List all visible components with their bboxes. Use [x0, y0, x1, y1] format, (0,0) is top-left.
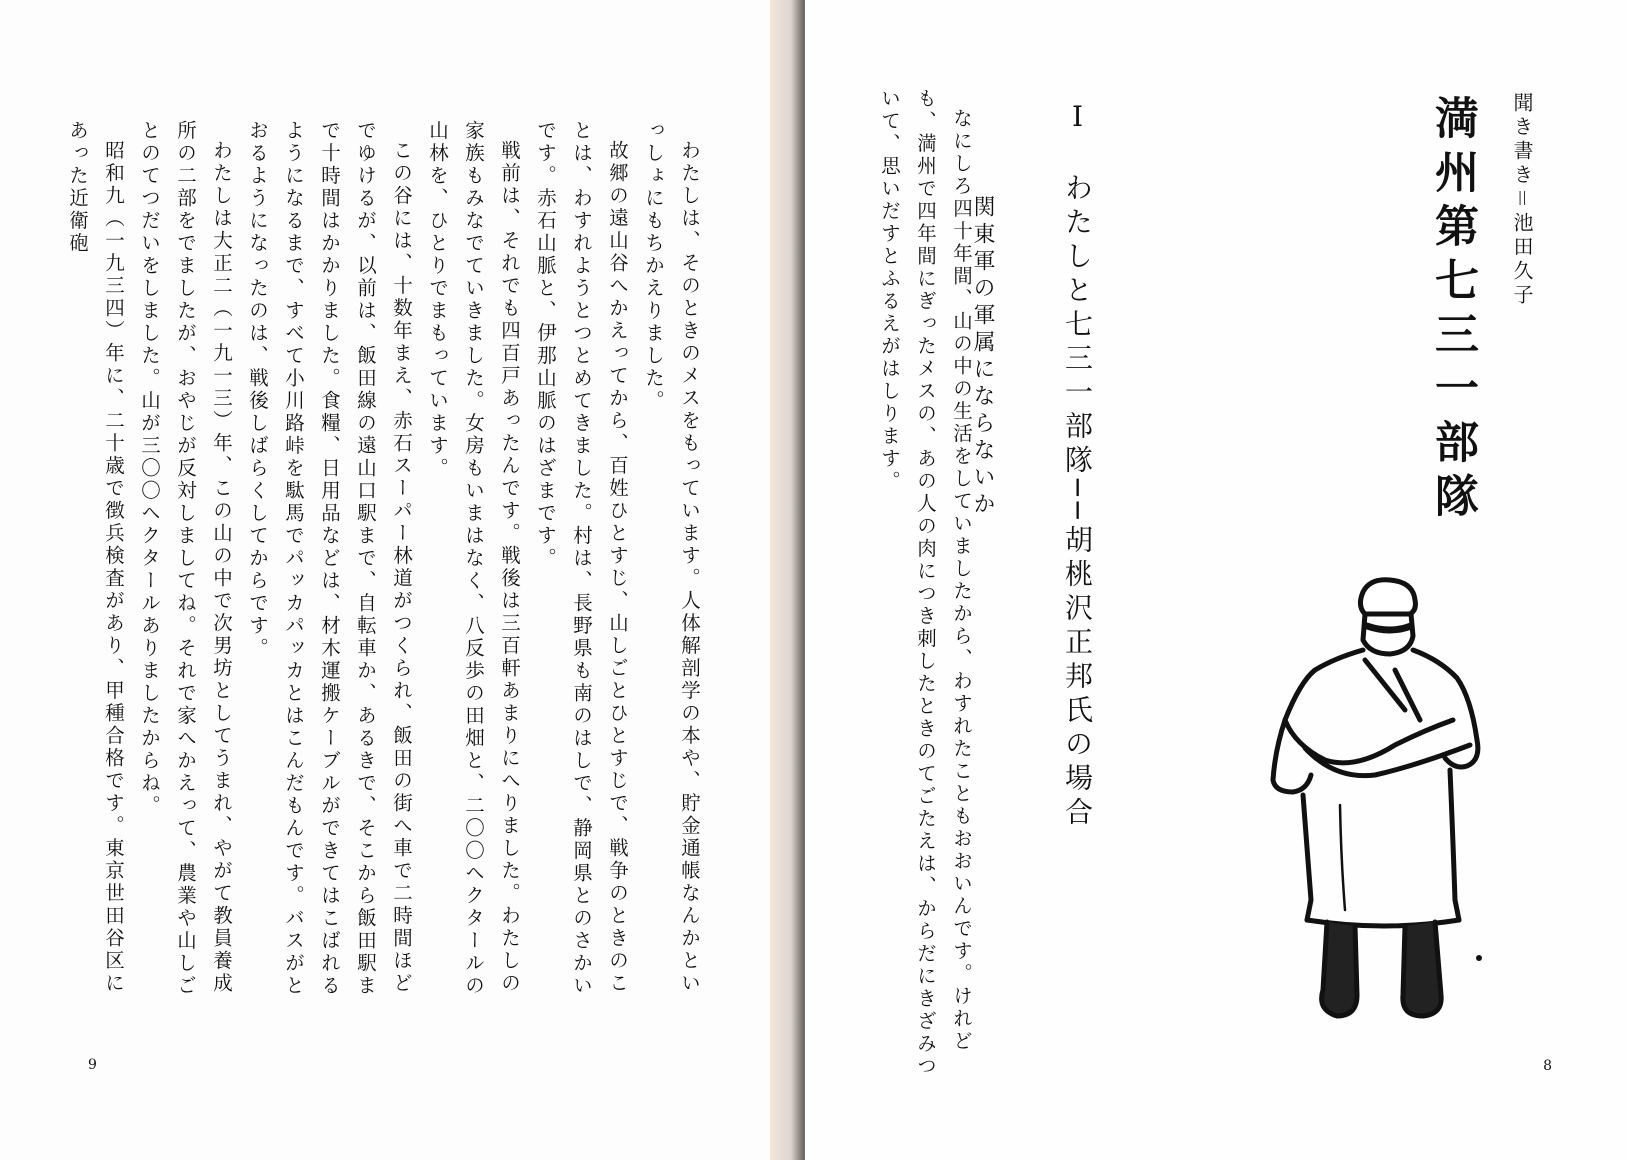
paragraph: 故郷の遠山谷へかえってから、百姓ひとすじ、山しごとひとすじで、戦争のときのことは、わすれようとつとめてきました。村は、長野県も南のはしで、静岡県とのさかいです。赤石山脈と、伊那山脈のはざまです。 — [534, 120, 629, 998]
paragraph: なにしろ四十年間、山の中の生活をしていましたから、わすれたこともおおいんです。けれども、満州で四年間にぎったメスの、あの人の肉につき刺したときのてごたえは、からだにきざみついて、思いだすとふるえがはしります。 — [878, 88, 973, 1078]
surgeon-illustration — [1245, 570, 1495, 1030]
paragraph: わたしは、そのときのメスをもっています。人体解剖学の本や、貯金通帳なんかといっしょにもちかえりました。 — [642, 120, 701, 995]
page-title: 満州第七三一部隊 — [1427, 95, 1478, 527]
page-number: 8 — [1543, 1058, 1552, 1074]
page-number: 9 — [88, 1057, 97, 1073]
paragraph: 戦前は、それでも四百戸あったんです。戦後は三百軒あまりにへりました。わたしの家族もみなでていきました。女房もいまはなく、八反歩の田畑と、二〇〇ヘクタールの山林を、ひとりでまもっています。 — [426, 120, 521, 998]
paragraph: 昭和九（一九三四）年に、二十歳で徴兵検査があり、甲種合格です。東京世田谷区にあった近衛砲 — [66, 120, 125, 995]
author-credit: 聞き書き＝池田久子 — [1510, 92, 1534, 308]
right-body-text — [867, 0, 979, 1088]
left-page — [0, 0, 795, 1160]
section-heading: 関東軍の軍属にならないか — [970, 195, 995, 519]
right-page — [805, 0, 1627, 1160]
paragraph: わたしは大正二（一九一三）年、この山の中で次男坊としてうまれ、やがて教員養成所の二部をでましたが、おやじが反対しましてね。それで家へかえって、農業や山しごとのてつだいをしました。山が三〇〇ヘクタールありましたからね。 — [138, 120, 233, 998]
paragraph: この谷には、十数年まえ、赤石スーパー林道がつくられ、飯田の街へ車で二時間ほどでゆけるが、以前は、飯田線の遠山口駅まで、自転車か、あるきで、そこから飯田駅まで十時間はかかりました。食糧、日用品などは、材木運搬ケーブルができてはこばれるようになるまで、すべて小川路峠を駄馬でパッカパッカとはこんだもんです。バスがとおるようになったのは、戦後しばらくしてからです。 — [246, 120, 413, 998]
chapter-heading: Ⅰ わたしと七三一部隊──胡桃沢正邦氏の場合 — [1061, 100, 1094, 831]
left-body-text — [66, 0, 707, 1000]
